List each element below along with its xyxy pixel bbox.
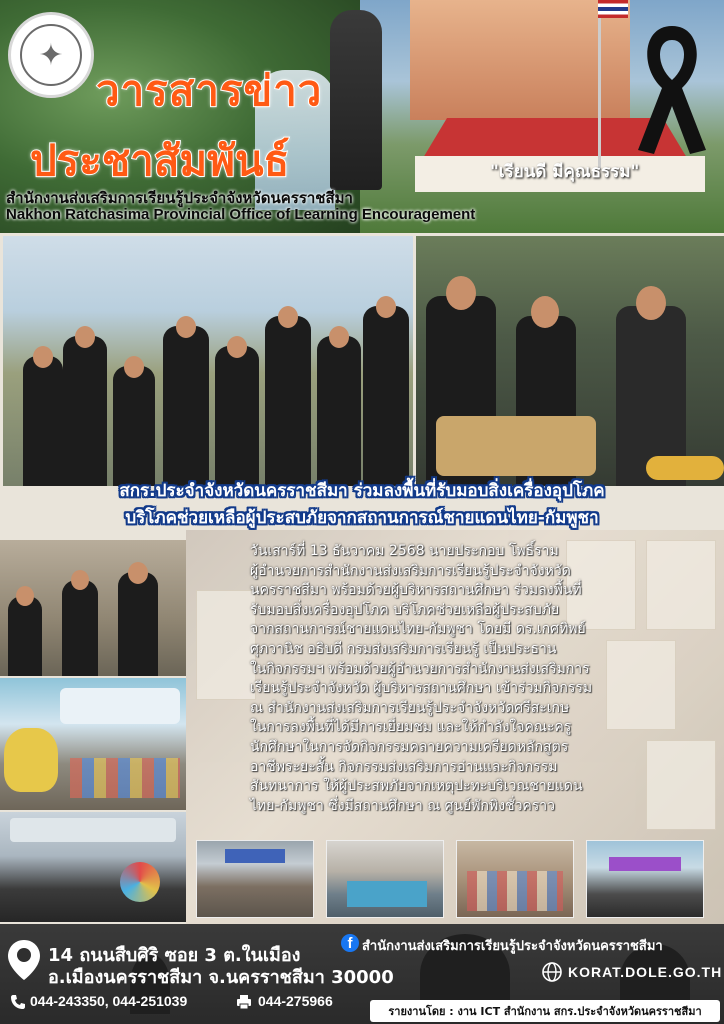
person-figure xyxy=(265,316,311,486)
phone-icon xyxy=(10,994,26,1010)
headline-line-2: บริโภคช่วยเหลือผู้ประสบภัยจากสถานการณ์ชายแดนไทย-กัมพูชา xyxy=(125,508,599,528)
person-figure xyxy=(215,346,259,486)
photo-children-activity xyxy=(0,678,186,810)
body-line: ณ สำนักงานส่งเสริมการเรียนรู้ประจำจังหวัดศรีสะเกษ xyxy=(250,699,570,716)
photo-registration-desk xyxy=(326,840,444,918)
photo-receiving-donations xyxy=(416,236,724,486)
report-credit-text: รายงานโดย : งาน ICT สำนักงาน สกร.ประจำจังหวัดนครราชสีมา xyxy=(388,1005,702,1018)
black-ribbon-icon xyxy=(632,18,712,158)
photo-group-bus xyxy=(0,812,186,922)
statue-image xyxy=(330,10,382,190)
website-link[interactable]: KORAT.DOLE.GO.TH xyxy=(568,964,723,980)
address-line-2: อ.เมืองนครราชสีมา จ.นครราชสีมา 30000 xyxy=(48,967,394,988)
person-figure xyxy=(23,356,63,486)
person-head xyxy=(75,326,95,348)
person-head xyxy=(376,296,396,318)
photo-group-tent xyxy=(586,840,704,918)
city-gate-image xyxy=(410,0,630,120)
facebook-page-link[interactable]: สำนักงานส่งเสริมการเรียนรู้ประจำจังหวัดนครราชสีมา xyxy=(362,939,663,954)
person-figure xyxy=(317,336,361,486)
header-banner xyxy=(0,0,724,233)
photo-children-reading xyxy=(456,840,574,918)
facebook-icon[interactable]: f xyxy=(341,934,359,952)
bus-image xyxy=(10,818,176,842)
newsletter-subtitle: ประชาสัมพันธ์ xyxy=(30,136,290,185)
newsletter-title: วารสารข่าว xyxy=(96,66,323,115)
photo-donation-table xyxy=(196,840,314,918)
body-line: นักศึกษาในการจัดกิจกรรมคลายความเครียดหลักสูตร xyxy=(250,738,569,755)
agency-seal-icon xyxy=(8,12,94,98)
person-head xyxy=(329,326,349,348)
photo-officials-visit xyxy=(0,540,186,676)
location-pin-icon xyxy=(6,938,42,982)
phone-numbers: 044-243350, 044-251039 xyxy=(30,993,188,1009)
person-figure xyxy=(118,572,158,676)
body-line: รับมอบสิ่งเครื่องอุปโภค บริโภคช่วยเหลือผู้ประสบภัย xyxy=(250,601,560,618)
person-head xyxy=(446,276,476,310)
donation-baskets xyxy=(436,416,596,476)
globe-icon xyxy=(542,962,562,982)
children-group xyxy=(467,871,563,911)
person-head xyxy=(636,286,666,320)
seal-emblem: ✦ xyxy=(20,24,82,86)
news-headline xyxy=(0,478,724,532)
bus-image xyxy=(60,688,180,724)
body-line: วันเสาร์ที่ 13 ธันวาคม 2568 นายประกอบ โพธิ์ราม xyxy=(250,543,559,559)
motto-text: "เรียนดี มีคุณธรรม" xyxy=(490,162,640,182)
body-line: เรียนรู้ประจำจังหวัด ผู้บริหารสถานศึกษา เข้าร่วมกิจกรรม xyxy=(250,680,593,697)
body-line: ในกิจกรรมฯ พร้อมด้วยผู้อำนวยการสำนักงานส่งเสริมการ xyxy=(250,660,590,677)
body-line: นครราชสีมา พร้อมด้วยผู้บริหารสถานศึกษา ร่วมลงพื้นที่ xyxy=(250,582,582,599)
person-figure xyxy=(363,306,409,486)
fax-number: 044-275966 xyxy=(258,993,333,1009)
address-line-1: 14 ถนนสืบศิริ ซอย 3 ต.ในเมือง xyxy=(48,945,301,966)
body-line: จากสถานการณ์ชายแดนไทย-กัมพูชา โดยมี ดร.เกศทิพย์ xyxy=(250,621,586,638)
person-head xyxy=(278,306,298,328)
body-line: ผู้อำนวยการสำนักงานส่งเสริมการเรียนรู้ประจำจังหวัด xyxy=(250,562,571,579)
bottom-photo-strip xyxy=(196,840,706,920)
person-head xyxy=(33,346,53,368)
person-figure xyxy=(62,580,98,676)
person-figure xyxy=(113,366,155,486)
headline-line-1: สกร.ประจำจังหวัดนครราชสีมา ร่วมลงพื้นที่รับมอบสิ่งเครื่องอุปโภค xyxy=(119,481,605,501)
body-line: อาชีพระยะสั้น กิจกรรมส่งเสริมการอ่านและกิจกรรม xyxy=(250,758,558,775)
person-figure xyxy=(163,326,209,486)
umbrella-image xyxy=(120,862,160,902)
body-line: ศุภวานิช อธิบดี กรมส่งเสริมการเรียนรู้ เป็นประธาน xyxy=(250,640,557,657)
thai-flag-icon xyxy=(598,0,628,18)
person-head xyxy=(531,296,559,328)
flag-pole xyxy=(598,0,601,170)
article-body xyxy=(250,542,678,816)
body-line: ในการลงพื้นที่ได้มีการเยี่ยมชม และให้กำลังใจคณะครู xyxy=(250,719,572,736)
person-head xyxy=(227,336,247,358)
person-figure xyxy=(8,596,42,676)
mascot-icon xyxy=(4,728,58,792)
fax-printer-icon xyxy=(236,994,252,1010)
body-line: ไทย-กัมพูชา ซึ่งมีสถานศึกษา ณ ศูนย์พักพิงชั่วคราว xyxy=(250,797,556,814)
report-credit-box xyxy=(370,1000,720,1022)
body-line: สันทนาการ ให้ผู้ประสพภัยจากเหตุปะทะบริเวณชายแดน xyxy=(250,778,583,795)
person-head xyxy=(71,570,89,590)
office-name-thai: สำนักงานส่งเสริมการเรียนรู้ประจำจังหวัดนครราชสีมา xyxy=(6,189,353,207)
left-photo-column xyxy=(0,540,186,922)
person-head xyxy=(124,356,144,378)
person-figure xyxy=(63,336,107,486)
event-banner xyxy=(609,857,681,871)
group-photo-donation xyxy=(3,236,413,486)
desk-table xyxy=(347,881,427,907)
person-head xyxy=(16,586,34,606)
display-board xyxy=(196,590,256,700)
children-group xyxy=(70,758,180,798)
fruit-basket xyxy=(646,456,724,480)
person-head xyxy=(128,562,148,584)
event-banner xyxy=(225,849,285,863)
office-name-english: Nakhon Ratchasima Provincial Office of Learning Encouragement xyxy=(6,206,476,223)
person-head xyxy=(176,316,196,338)
